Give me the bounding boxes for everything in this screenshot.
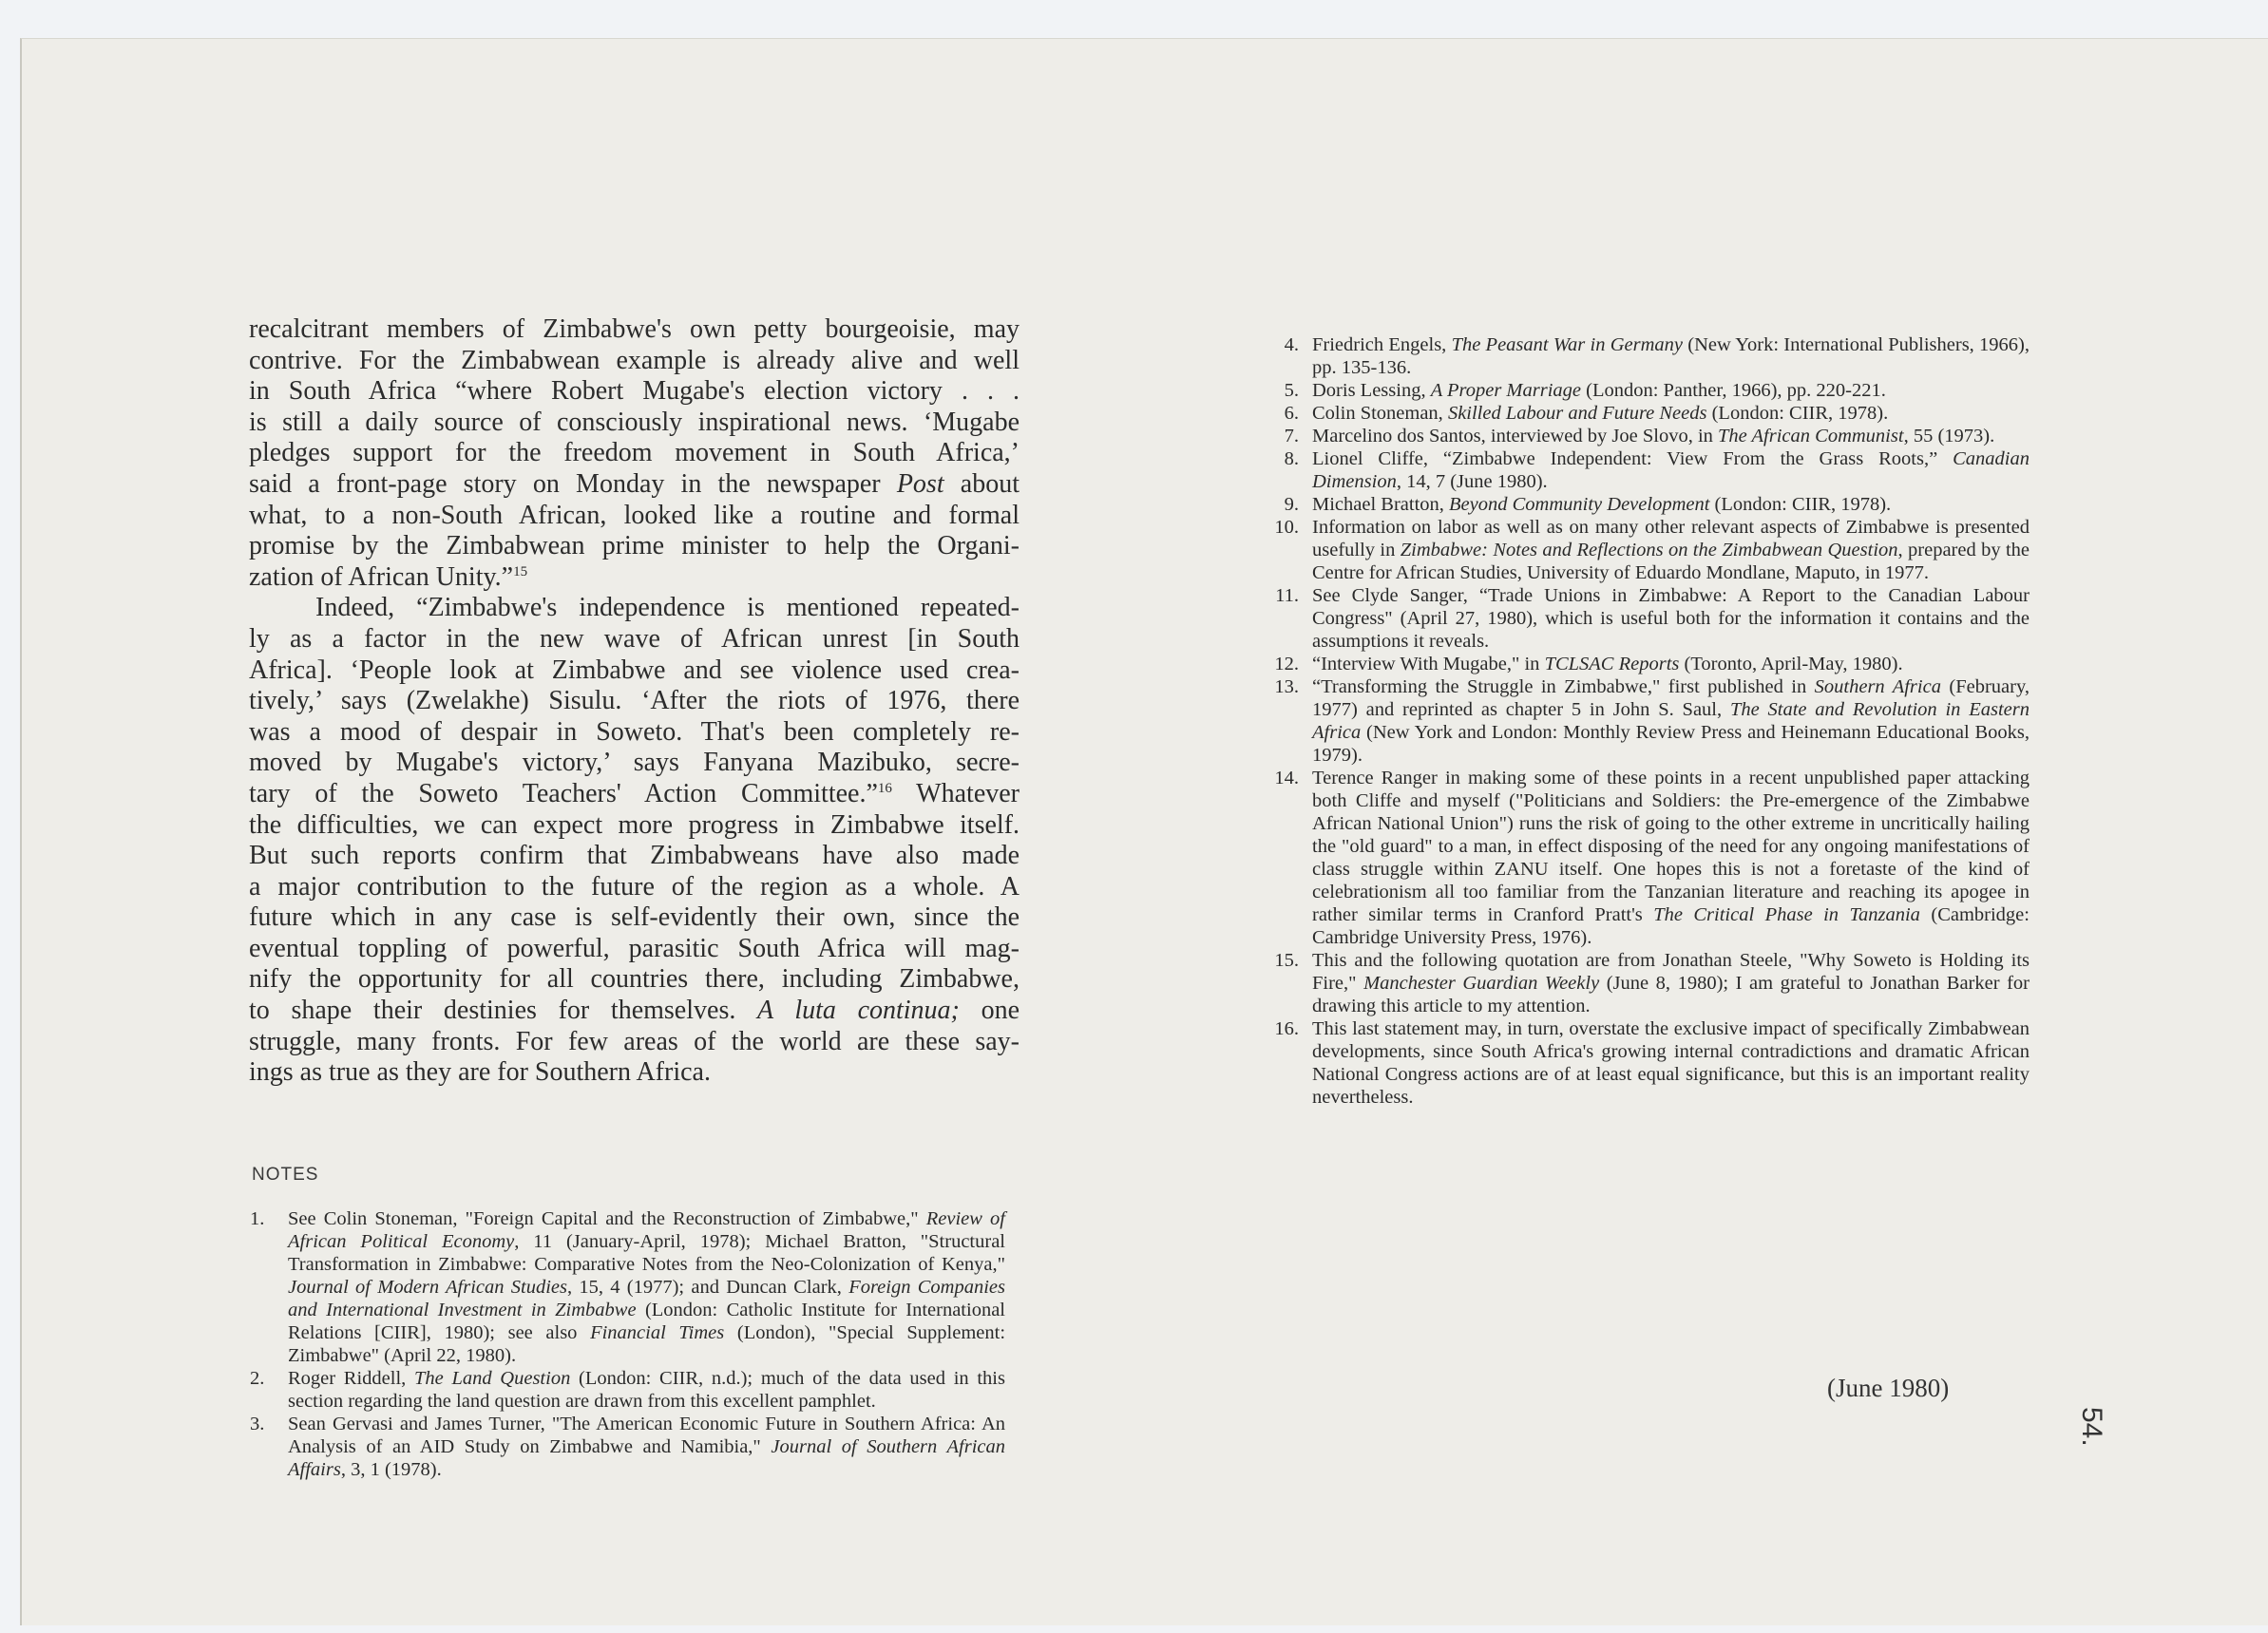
- text-line: [249, 902, 1020, 934]
- text-run: (London: CIIR, n.d.); much of the data used in this section regarding the land question are drawn from this excellent pamphlet.: [288, 1368, 1005, 1412]
- text-run: is still a daily source of consciously inspirational news. ‘Mugabe: [249, 407, 1020, 437]
- text-run: (Toronto, April-May, 1980).: [1679, 654, 1903, 674]
- text-line: [249, 469, 1020, 501]
- text-line: [249, 593, 1020, 624]
- text-line: [249, 779, 1020, 810]
- text-run: Indeed, “Zimbabwe's independence is mentioned repeated-: [315, 593, 1020, 623]
- text-run: ly as a factor in the new wave of African unrest [in South: [249, 623, 1020, 654]
- italic-text: The State and Revolution in Eastern Africa: [1312, 699, 2030, 743]
- italic-text: A Proper Marriage: [1430, 380, 1581, 401]
- footnote-ref: 16: [877, 780, 892, 796]
- main-body-text: [249, 314, 1020, 1089]
- footnote-number: 2.: [250, 1368, 265, 1389]
- footnote: [1267, 493, 2030, 516]
- text-run: in South Africa “where Robert Mugabe's election victory . . .: [249, 376, 1020, 407]
- footnote-number: 3.: [250, 1414, 265, 1434]
- footnote-number: 7.: [1284, 426, 1299, 446]
- text-run: , 14, 7 (June 1980).: [1396, 471, 1548, 492]
- text-run: was a mood of despair in Soweto. That's been completely re-: [249, 716, 1020, 747]
- text-run: (London: Catholic Institute for International Relations [CIIR], 1980); see also: [288, 1300, 1005, 1343]
- footnote-number: 13.: [1274, 676, 1299, 697]
- text-run: See Colin Stoneman, "Foreign Capital and the Reconstruction of Zimbabwe,": [288, 1208, 926, 1229]
- text-run: (February, 1977) and reprinted as chapter 5 in John S. Saul,: [1312, 676, 2030, 720]
- text-run: zation of African Unity.”: [249, 561, 514, 592]
- text-run: contrive. For the Zimbabwean example is already alive and well: [249, 345, 1020, 375]
- footnote-number: 8.: [1284, 448, 1299, 469]
- notes-list-left: [250, 1207, 1005, 1481]
- text-run: Michael Bratton,: [1312, 494, 1450, 515]
- text-line: [249, 872, 1020, 903]
- text-run: “Interview With Mugabe," in: [1312, 654, 1545, 674]
- footnote-number: 14.: [1274, 768, 1299, 788]
- text-run: promise by the Zimbabwean prime minister to help the Organi-: [249, 531, 1020, 561]
- text-line: [249, 376, 1020, 408]
- text-run: (Cambridge: Cambridge University Press, 1976).: [1312, 904, 2030, 948]
- text-run: struggle, many fronts. For few areas of the world are these say-: [249, 1026, 1020, 1056]
- footnote: [250, 1207, 1005, 1367]
- text-run: Marcelino dos Santos, interviewed by Joe Slovo, in: [1312, 426, 1719, 446]
- text-run: Africa]. ‘People look at Zimbabwe and see violence used crea-: [249, 655, 1020, 685]
- footnote: [1267, 949, 2030, 1017]
- footnote: [1267, 447, 2030, 493]
- footnote-number: 6.: [1284, 403, 1299, 424]
- text-run: But such reports confirm that Zimbabweans have also made: [249, 841, 1020, 871]
- footnote: [1267, 675, 2030, 767]
- italic-text: Review of African Political Economy: [288, 1208, 1005, 1252]
- text-run: , 11 (January-April, 1978); Michael Bratton, "Structural Transformation in Zimbabwe: Comparative Notes from the Neo-Colonization of Kenya,": [288, 1231, 1005, 1275]
- footnote: [1267, 379, 2030, 402]
- text-line: [249, 717, 1020, 749]
- page-number: 54.: [2076, 1407, 2107, 1447]
- text-run: said a front-page story on Monday in the newspaper: [249, 468, 897, 499]
- text-line: [249, 996, 1020, 1027]
- text-run: Roger Riddell,: [288, 1368, 414, 1389]
- text-run: Terence Ranger in making some of these points in a recent unpublished paper attacking both Cliffe and myself ("Politicians and Soldiers: the Pre-emergence of the Zimbabwe African National Union") runs the risk of going to the other extreme in uncritically hailing the "old guard" to a man, in effect disposing of the need for any ongoing manifestations of class struggle within ZANU itself. One hopes this is not a foretaste of the kind of celebrationism all too familiar from the Tanzanian literature and reaching its apogee in rather similar terms in Cranford Pratt's: [1312, 768, 2030, 925]
- text-run: Sean Gervasi and James Turner, "The American Economic Future in Southern Africa: An Analysis of an AID Study on Zimbabwe and Namibia,": [288, 1414, 1005, 1457]
- italic-text: Post: [896, 468, 944, 499]
- text-run: See Clyde Sanger, “Trade Unions in Zimbabwe: A Report to the Canadian Labour Congress" (April 27, 1980), which is useful both for the information it contains and the assumptions it reveals.: [1312, 585, 2030, 652]
- text-line: [249, 501, 1020, 532]
- text-line: [249, 346, 1020, 377]
- text-line: [249, 562, 1020, 594]
- italic-text: The Critical Phase in Tanzania: [1653, 904, 1920, 925]
- text-run: tively,’ says (Zwelakhe) Sisulu. ‘After the riots of 1976, there: [249, 686, 1020, 716]
- text-run: , prepared by the Centre for African Studies, University of Eduardo Mondlane, Maputo, in 1977.: [1312, 540, 2030, 583]
- text-line: [249, 531, 1020, 562]
- footnote-number: 10.: [1274, 517, 1299, 538]
- text-line: [249, 841, 1020, 872]
- footnote: [250, 1413, 1005, 1481]
- footnote: [1267, 1017, 2030, 1109]
- footnote-number: 1.: [250, 1208, 265, 1229]
- text-run: , 15, 4 (1977); and Duncan Clark,: [567, 1277, 849, 1298]
- text-line: [249, 1027, 1020, 1058]
- dateline: (June 1980): [1827, 1374, 1950, 1402]
- footnote-number: 9.: [1284, 494, 1299, 515]
- text-run: one: [959, 996, 1020, 1026]
- text-line: [249, 934, 1020, 965]
- italic-text: Journal of Modern African Studies: [288, 1277, 567, 1298]
- text-line: [249, 748, 1020, 779]
- text-run: (London: CIIR, 1978).: [1706, 403, 1889, 424]
- footnote-ref: 15: [513, 563, 528, 579]
- italic-text: Skilled Labour and Future Needs: [1447, 403, 1707, 424]
- text-line: [249, 655, 1020, 687]
- text-run: (June 8, 1980); I am grateful to Jonathan Barker for drawing this article to my attention.: [1312, 973, 2030, 1016]
- text-run: This last statement may, in turn, overstate the exclusive impact of specifically Zimbabwean developments, since South Africa's growing internal contradictions and dramatic African National Congress actions are of at least equal significance, but this is an important reality nevertheless.: [1312, 1018, 2030, 1108]
- text-run: tary of the Soweto Teachers' Action Committee.”: [249, 778, 878, 808]
- notes-list-right: [1267, 333, 2030, 1109]
- text-run: (London: Panther, 1966), pp. 220-221.: [1581, 380, 1886, 401]
- text-line: [249, 624, 1020, 655]
- document-page: [20, 38, 2268, 1625]
- text-run: (New York and London: Monthly Review Press and Heinemann Educational Books, 1979).: [1312, 722, 2030, 766]
- italic-text: TCLSAC Reports: [1544, 654, 1680, 674]
- footnote: [1267, 516, 2030, 584]
- text-run: Whatever: [891, 778, 1020, 808]
- italic-text: Southern Africa: [1814, 676, 1941, 697]
- italic-text: Canadian Dimension: [1312, 448, 2030, 492]
- text-run: , 55 (1973).: [1903, 426, 1995, 446]
- text-run: pledges support for the freedom movement in South Africa,’: [249, 438, 1020, 468]
- footnote: [1267, 402, 2030, 425]
- footnote-number: 15.: [1274, 950, 1299, 971]
- text-run: Colin Stoneman,: [1312, 403, 1448, 424]
- footnote-number: 11.: [1275, 585, 1299, 606]
- footnote: [250, 1367, 1005, 1413]
- italic-text: The Peasant War in Germany: [1451, 334, 1683, 355]
- italic-text: Beyond Community Development: [1449, 494, 1710, 515]
- text-run: nify the opportunity for all countries there, including Zimbabwe,: [249, 964, 1020, 995]
- text-run: ings as true as they are for Southern Africa.: [249, 1057, 711, 1088]
- italic-text: Journal of Southern African Affairs: [288, 1436, 1005, 1480]
- text-line: [249, 314, 1020, 346]
- italic-text: Zimbabwe: Notes and Reflections on the Zimbabwean Question: [1400, 540, 1898, 560]
- text-line: [249, 964, 1020, 996]
- text-run: (London: CIIR, 1978).: [1709, 494, 1892, 515]
- text-run: This and the following quotation are from Jonathan Steele, "Why Soweto is Holding its Fire,": [1312, 950, 2030, 994]
- text-run: Friedrich Engels,: [1312, 334, 1452, 355]
- italic-text: A luta continua;: [757, 996, 960, 1026]
- footnote-number: 4.: [1284, 334, 1299, 355]
- text-line: [249, 408, 1020, 439]
- text-line: [249, 686, 1020, 717]
- text-line: [249, 1057, 1020, 1089]
- text-run: Doris Lessing,: [1312, 380, 1431, 401]
- text-run: the difficulties, we can expect more progress in Zimbabwe itself.: [249, 809, 1020, 840]
- footnote: [1267, 653, 2030, 675]
- notes-heading: NOTES: [252, 1165, 319, 1185]
- text-run: about: [943, 468, 1020, 499]
- text-line: [249, 810, 1020, 842]
- text-run: moved by Mugabe's victory,’ says Fanyana Mazibuko, secre-: [249, 748, 1020, 778]
- italic-text: The African Communist: [1718, 426, 1904, 446]
- text-run: to shape their destinies for themselves.: [249, 996, 758, 1026]
- text-run: what, to a non-South African, looked like a routine and formal: [249, 500, 1020, 530]
- text-run: “Transforming the Struggle in Zimbabwe," first published in: [1312, 676, 1815, 697]
- footnote-number: 5.: [1284, 380, 1299, 401]
- italic-text: Foreign Companies and International Investment in Zimbabwe: [288, 1277, 1005, 1320]
- text-run: , 3, 1 (1978).: [340, 1459, 442, 1480]
- text-run: Lionel Cliffe, “Zimbabwe Independent: View From the Grass Roots,”: [1312, 448, 1954, 469]
- text-run: (New York: International Publishers, 1966), pp. 135-136.: [1312, 334, 2030, 378]
- italic-text: Manchester Guardian Weekly: [1363, 973, 1600, 994]
- text-line: [249, 438, 1020, 469]
- text-run: recalcitrant members of Zimbabwe's own petty bourgeoisie, may: [249, 314, 1020, 344]
- footnote: [1267, 425, 2030, 447]
- text-run: Information on labor as well as on many other relevant aspects of Zimbabwe is presented usefully in: [1312, 517, 2030, 560]
- footnote-number: 16.: [1274, 1018, 1299, 1039]
- footnote: [1267, 767, 2030, 949]
- text-run: (London), "Special Supplement: Zimbabwe" (April 22, 1980).: [288, 1322, 1006, 1366]
- footnote: [1267, 584, 2030, 653]
- italic-text: Financial Times: [590, 1322, 725, 1343]
- text-run: a major contribution to the future of the region as a whole. A: [249, 871, 1020, 902]
- text-run: eventual toppling of powerful, parasitic South Africa will mag-: [249, 933, 1020, 963]
- footnote: [1267, 333, 2030, 379]
- footnote-number: 12.: [1274, 654, 1299, 674]
- italic-text: The Land Question: [414, 1368, 571, 1389]
- text-run: future which in any case is self-evidently their own, since the: [249, 902, 1020, 933]
